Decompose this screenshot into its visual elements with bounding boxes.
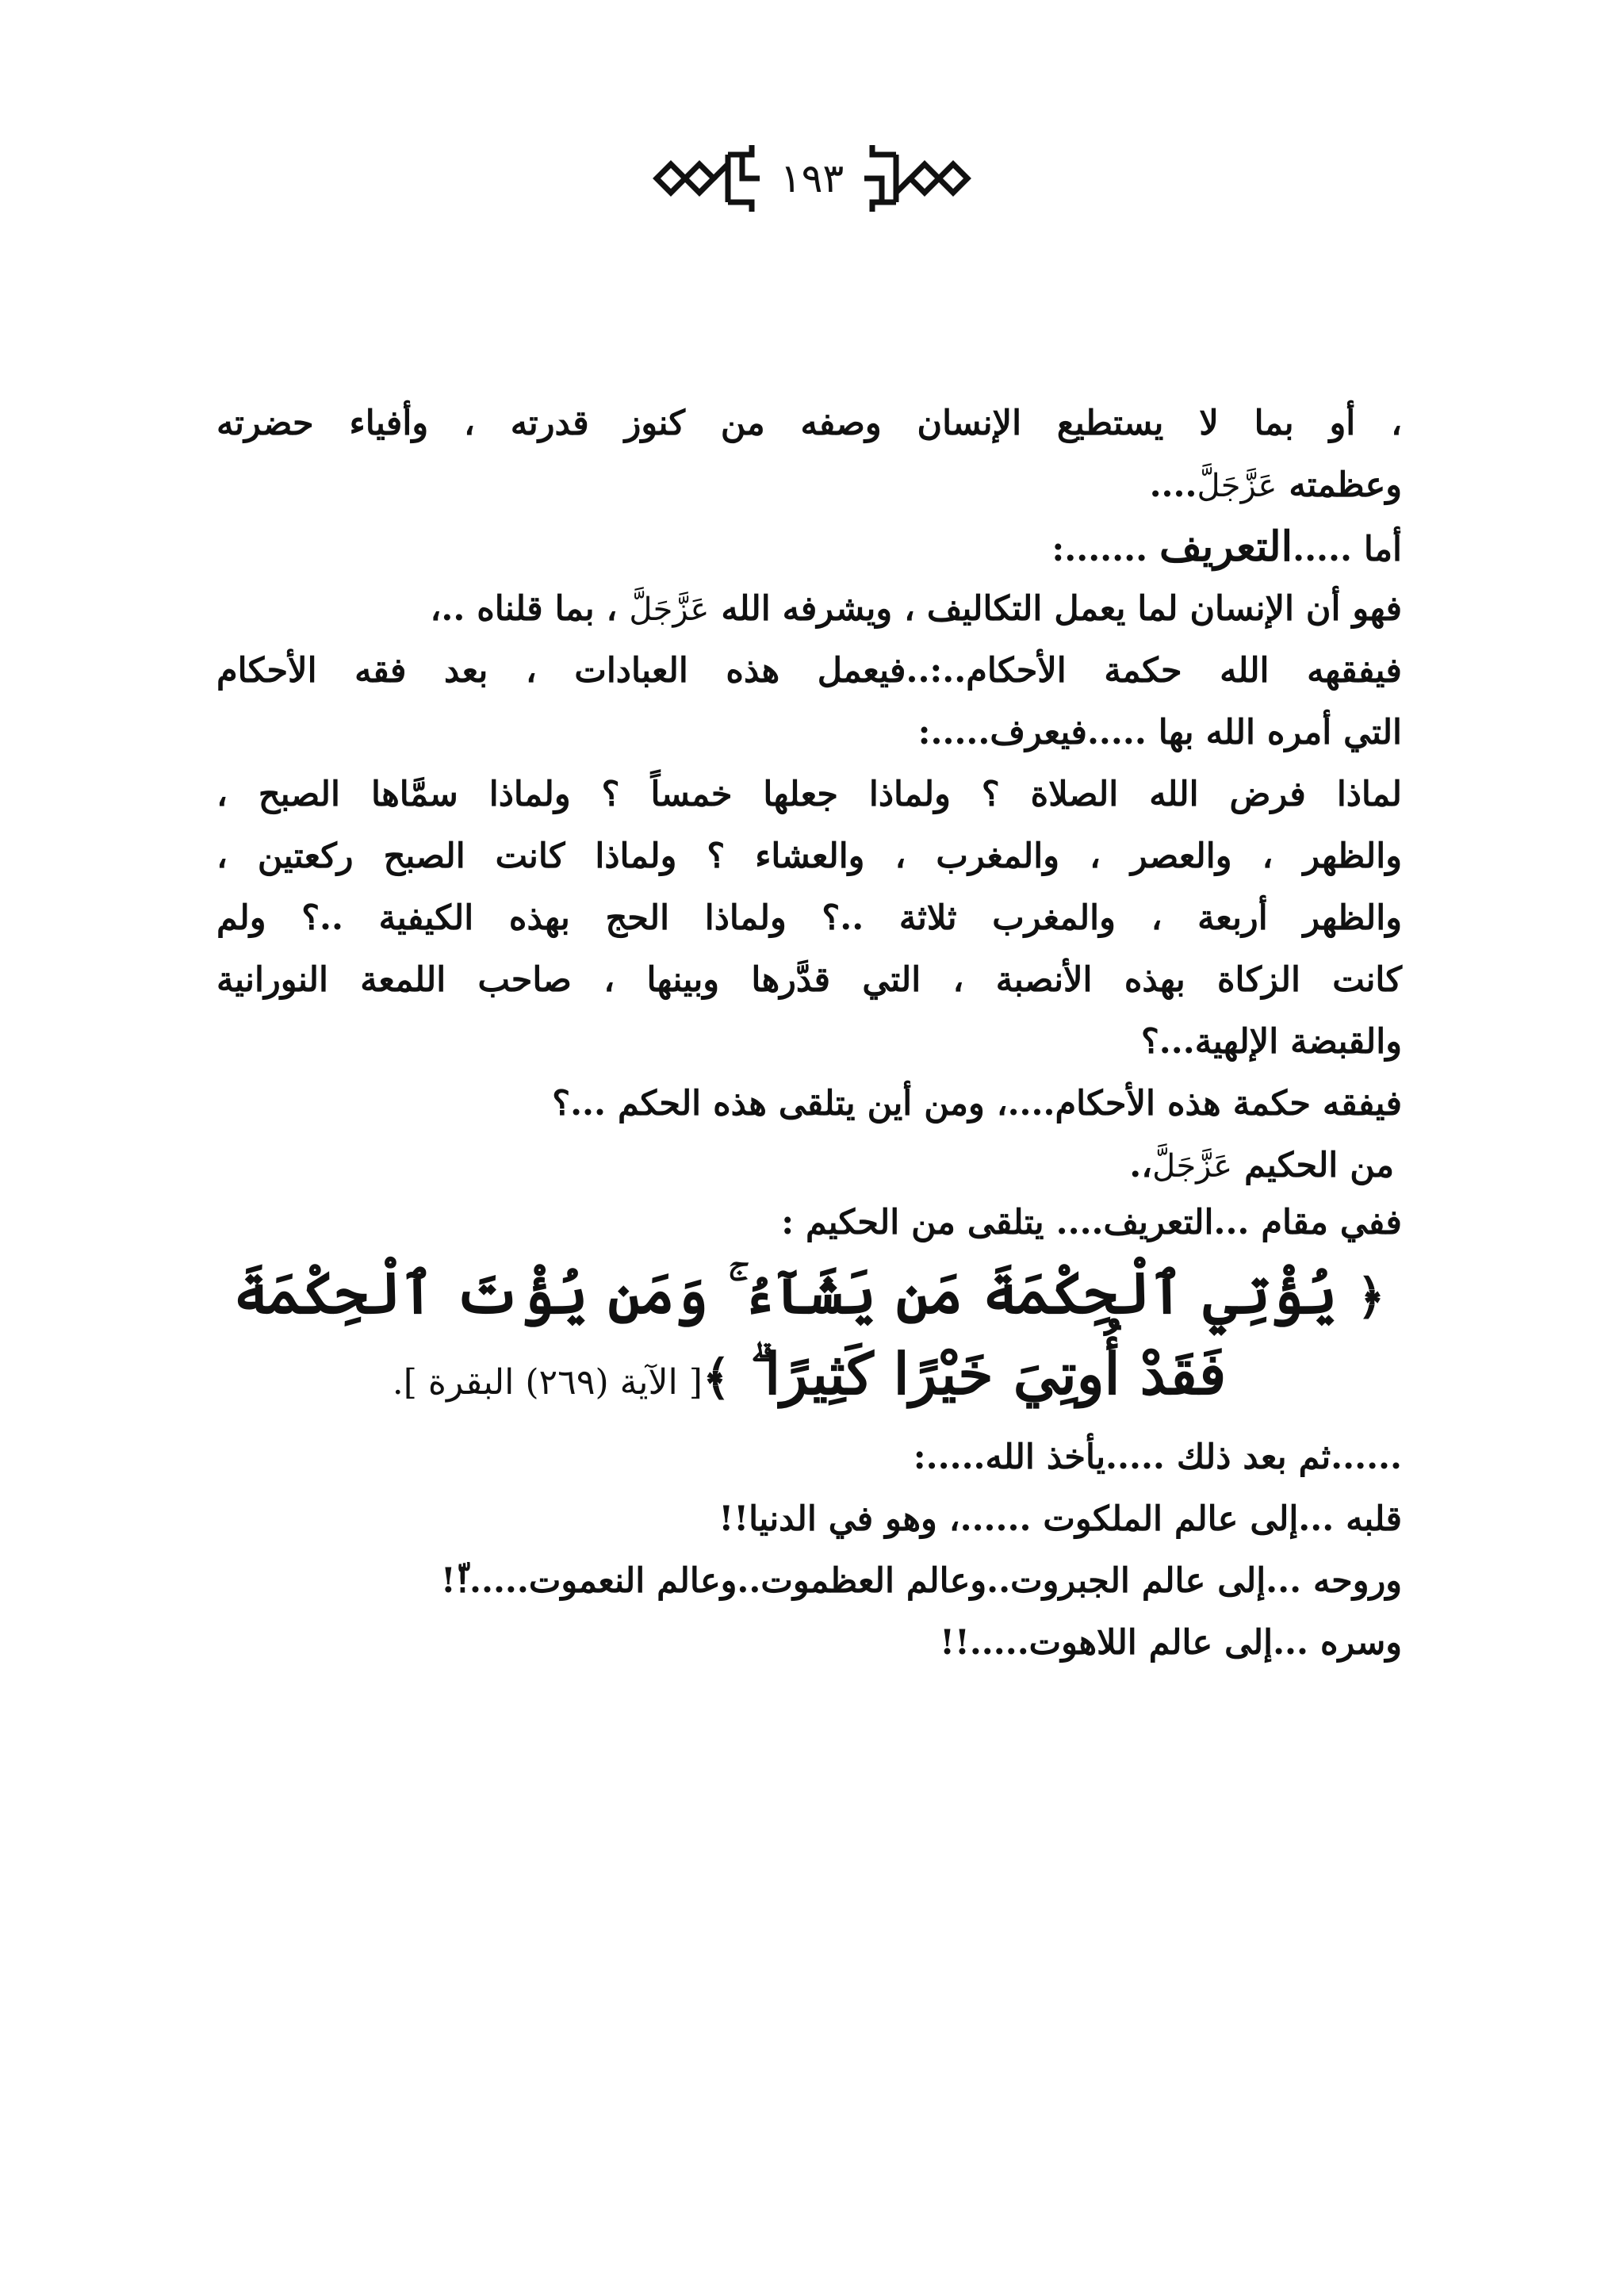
- paragraph-line: [216, 1073, 1402, 1135]
- verse-close-bracket: ﴾: [702, 1350, 731, 1406]
- verse-text: يُؤْتِي ٱلْحِكْمَةَ مَن يَشَآءُ ۚ وَمَن يُؤْتَ ٱلْحِكْمَةَ: [233, 1259, 1338, 1326]
- text-line: .......:: [1051, 530, 1148, 569]
- paragraph-line: [216, 640, 1402, 702]
- text-line: فيفقهه الله حكمة الأحكام..:..فيعمل هذه العبادات ، بعد فقه الأحكام: [216, 651, 1402, 691]
- paragraph-line: [216, 516, 1402, 578]
- text-line: ....: [1149, 465, 1197, 505]
- paragraph-line: [216, 1612, 1402, 1674]
- text-line: ......ثم بعد ذلك .....يأخذ الله.....:: [913, 1437, 1402, 1477]
- paragraph-line: [216, 825, 1402, 887]
- quran-verse-line-2: [216, 1336, 1402, 1423]
- text-line: كانت الزكاة بهذه الأنصبة ، التي قدَّرها وبينها ، صاحب اللمعة النورانية: [216, 960, 1402, 1000]
- paragraph-line: [216, 1426, 1402, 1488]
- paragraph-line: [216, 887, 1402, 949]
- quran-verse-line-1: [216, 1255, 1402, 1334]
- paragraph-line: [216, 454, 1402, 516]
- text-line: وسره ...إلى عالم اللاهوت.....!!: [940, 1623, 1402, 1663]
- verse-open-bracket: ﴿: [1357, 1269, 1385, 1325]
- paragraph-line: [216, 1011, 1402, 1073]
- text-line: والظهر ، والعصر ، والمغرب ، والعشاء ؟ ولماذا كانت الصبح ركعتين ،: [216, 836, 1402, 876]
- section-term: التعريف: [1159, 523, 1293, 571]
- paragraph-line: [216, 702, 1402, 764]
- paragraph-line: [216, 1550, 1402, 1612]
- verse-reference: [ الآية (٢٦٩) البقرة ].: [392, 1362, 703, 1403]
- text-line: التي أمره الله بها .....فيعرف.....:: [917, 713, 1402, 752]
- text-line: فهو أن الإنسان لما يعمل التكاليف ، ويشرفه الله: [721, 589, 1402, 629]
- paragraph-line: [216, 392, 1402, 454]
- paragraph-line: [216, 1135, 1402, 1196]
- honorific-glyph: عَزَّجَلَّ: [1152, 1148, 1233, 1185]
- paragraph-line: [216, 764, 1402, 825]
- verse-text: فَقَدْ أُوتِيَ خَيْرًا كَثِيرًا ۗ: [750, 1340, 1227, 1407]
- paragraph-line: [216, 1488, 1402, 1550]
- page-number: ١٩٣: [779, 155, 845, 201]
- text-line: من الحكيم: [1244, 1146, 1394, 1185]
- text-line: ، بما قلناه ..،: [430, 589, 618, 629]
- text-line: أما .....: [1293, 530, 1402, 569]
- honorific-glyph: عَزَّجَلَّ: [1197, 468, 1277, 504]
- page-number-ornament: [649, 139, 976, 218]
- honorific-glyph: عَزَّجَلَّ: [629, 591, 710, 628]
- text-line: ففي مقام ...التعريف.... يتلقى من الحكيم :: [781, 1203, 1402, 1242]
- paragraph-line: [216, 578, 1402, 640]
- text-line: وروحه ...إلى عالم الجبروت..وعالم العظموت..وعالم النعموت.....!ّ!: [440, 1561, 1402, 1601]
- page-body: [216, 392, 1402, 1674]
- ornament-right-icon: [856, 139, 975, 218]
- ornament-left-icon: [649, 139, 768, 218]
- page-header: [0, 135, 1624, 222]
- paragraph-line: [216, 1196, 1402, 1249]
- text-line: والقبضة الإلهية...؟: [1140, 1022, 1402, 1062]
- paragraph-line: [216, 949, 1402, 1011]
- text-line: والظهر أربعة ، والمغرب ثلاثة ..؟ ولماذا الحج بهذه الكيفية ..؟ ولم: [216, 898, 1402, 938]
- text-line: ، أو بما لا يستطيع الإنسان وصفه من كنوز قدرته ، وأفياء حضرته: [216, 404, 1402, 443]
- text-line: وعظمته: [1289, 465, 1402, 505]
- text-line: فيفقه حكمة هذه الأحكام....، ومن أين يتلقى هذه الحكم ...؟: [552, 1084, 1402, 1124]
- text-line: قلبه ...إلى عالم الملكوت ......، وهو في الدنيا!!: [718, 1499, 1402, 1539]
- text-line: لماذا فرض الله الصلاة ؟ ولماذا جعلها خمساً ؟ ولماذا سمَّاها الصبح ،: [216, 775, 1402, 814]
- text-line: ،.: [1129, 1146, 1153, 1185]
